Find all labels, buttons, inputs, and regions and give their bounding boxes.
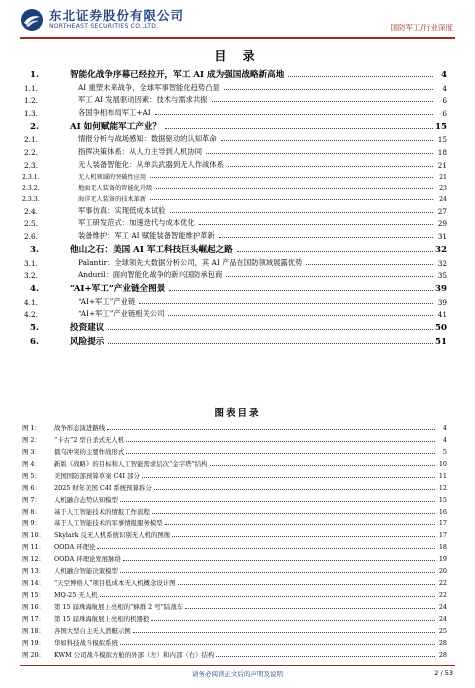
toc-entry-number: 2.5. — [24, 219, 38, 229]
footer-disclaimer: 请务必阅读正文后的声明及说明 — [192, 670, 283, 678]
figure-entry[interactable] — [22, 563, 447, 575]
toc-entry-page: 15 — [435, 121, 447, 132]
figure-entry-title: OODA 环理论发展脉络 — [54, 555, 121, 564]
figure-entry-page: 20 — [438, 567, 447, 576]
toc-entry-page: 29 — [437, 219, 447, 229]
figure-entry[interactable] — [22, 539, 447, 551]
dot-leader — [168, 315, 433, 316]
dot-leader — [165, 524, 435, 525]
toc-entry-page: 41 — [437, 310, 447, 320]
dot-leader — [226, 276, 433, 277]
figure-entry-title: OODA 环理论 — [54, 543, 96, 552]
toc-entry-title: Anduril：面向智能化战争的新兴国防承包商 — [56, 270, 224, 280]
dot-leader — [126, 453, 435, 454]
dot-leader — [178, 584, 435, 585]
figure-entry[interactable] — [22, 492, 447, 504]
figure-entry-title: “天空博格人”项目低成本无人机概念设计图 — [54, 579, 176, 588]
figure-entry-label: 图 13： — [22, 567, 45, 576]
figure-entry-title: 人机融合智能决策模型 — [54, 567, 118, 576]
figure-entry-title: KWM 公司战斗模拟方舱的外部（左）和内部（右）结构 — [54, 650, 215, 659]
toc-entry-page: 18 — [437, 147, 447, 157]
toc-heading: 目 录 — [214, 49, 261, 63]
figure-entry[interactable] — [22, 504, 447, 516]
figure-entry[interactable] — [22, 527, 447, 539]
northeast-securities-logo-icon — [20, 8, 44, 32]
toc-entry-number: 2.1. — [24, 135, 38, 145]
toc-entry[interactable] — [22, 307, 447, 320]
toc-entry-page: 24 — [439, 196, 447, 204]
figure-entry-label: 图 6： — [22, 483, 41, 492]
toc-entry-title: “AI+军工”产业链相关公司 — [56, 309, 166, 319]
figure-entry-title: 人机融合态势认知模型 — [54, 495, 118, 504]
dot-leader — [100, 596, 435, 597]
dot-leader — [210, 465, 435, 466]
dot-leader — [126, 441, 435, 442]
dot-leader — [156, 188, 433, 189]
figure-entry-label: 图 3： — [22, 447, 41, 456]
dot-leader — [169, 290, 433, 291]
toc-entry-title: 指挥决策体系：从人力主导到人机协同 — [56, 147, 204, 157]
figure-entry-page: 4 — [442, 423, 447, 432]
toc-entry-title: 军工研发范式：加速迭代与成本优化 — [56, 218, 197, 228]
toc-entry[interactable] — [22, 181, 447, 192]
dot-leader — [212, 101, 433, 102]
dot-leader — [219, 237, 433, 238]
toc-entry[interactable] — [22, 144, 447, 157]
dot-leader — [170, 212, 433, 213]
toc-entry-number: 5. — [30, 323, 39, 334]
toc-entry-page: 4 — [442, 83, 447, 93]
figure-entry[interactable] — [22, 611, 447, 623]
toc-entry-number: 2.4. — [24, 206, 38, 216]
dot-leader — [237, 251, 433, 252]
company-name-en: NORTHEAST SECURITIES CO.,LTD. — [49, 23, 159, 30]
figure-entry-label: 图 5： — [22, 471, 41, 480]
toc-entry-title: 各国争相布局军工+AI — [56, 108, 153, 118]
figure-entry-title: 基于人工智能技术的军事情报服务模型 — [54, 519, 163, 528]
figure-entry-page: 18 — [438, 543, 447, 552]
figure-entry-label: 图 20： — [22, 650, 45, 659]
dot-leader — [165, 128, 433, 129]
figure-entry-page: 24 — [438, 614, 447, 623]
toc-entry[interactable] — [22, 294, 447, 307]
toc-entry-page: 35 — [437, 271, 447, 281]
figure-entry[interactable] — [22, 444, 447, 456]
toc-entry[interactable] — [22, 241, 447, 255]
figure-index-heading: 图表目录 — [214, 408, 261, 419]
figure-entry-title: 基于人工智能技术的情报工作流程 — [54, 507, 150, 516]
toc-entry-number: 4.1. — [24, 297, 38, 307]
toc-entry-number: 2.3.3. — [22, 196, 40, 204]
figure-entry-title: 新版《战略》的目标和人工智能需求层次“金字塔”结构 — [54, 459, 208, 468]
figure-entry-title: 各国大型自主无人潜艇示例 — [54, 626, 131, 635]
dot-leader — [142, 477, 435, 478]
toc-entry-number: 1.1. — [24, 83, 38, 93]
toc-entry-title: 军工 AI 发展驱动因素：技术与需求共振 — [56, 95, 210, 105]
toc-entry-title: 情报分析与战场感知：数据驱动的认知革命 — [56, 134, 219, 144]
document-category-tag: 国防军工/行业深度 — [390, 23, 453, 32]
dot-leader — [185, 608, 435, 609]
toc-entry-number: 3. — [30, 244, 39, 255]
toc-entry-title: 无人机领域的突破性应用 — [56, 172, 148, 181]
toc-entry-number: 2.3.2. — [22, 184, 40, 192]
figure-entry[interactable] — [22, 420, 447, 432]
toc-entry-title: 军事仿真：实现低成本试验 — [56, 206, 168, 216]
page-header — [0, 0, 475, 40]
figure-entry[interactable] — [22, 432, 447, 444]
figure-entry-page: 5 — [442, 447, 447, 456]
toc-entry-title: Palantir：全球领先大数据分析公司，其 AI 产品在国防领域展露优势 — [56, 258, 304, 268]
figure-entry-page: 19 — [438, 555, 447, 564]
dot-leader — [216, 656, 435, 657]
figure-entry-page: 28 — [438, 650, 447, 659]
dot-leader — [221, 140, 433, 141]
figure-entry-label: 图 12： — [22, 555, 45, 564]
footer-divider — [20, 665, 455, 666]
toc-entry[interactable] — [22, 170, 447, 181]
toc-entry-number: 3.2. — [24, 271, 38, 281]
toc-entry-page: 21 — [439, 173, 447, 181]
figure-entry[interactable] — [22, 551, 447, 563]
dot-leader — [206, 153, 433, 154]
dot-leader — [154, 489, 435, 490]
toc-entry-page: 23 — [439, 184, 447, 192]
toc-entry-page: 21 — [437, 160, 447, 170]
dot-leader — [224, 89, 433, 90]
toc-entry-number: 2.6. — [24, 231, 38, 241]
toc-entry-page: 6 — [442, 96, 447, 106]
figure-entry-label: 图 1： — [22, 423, 41, 432]
company-name-cn: 东北证券股份有限公司 — [49, 8, 185, 23]
toc-entry-title: AI 如何赋能军工产业？ — [56, 120, 163, 132]
toc-entry[interactable] — [22, 132, 447, 145]
toc-entry-number: 1.2. — [24, 96, 38, 106]
toc-entry-number: 4. — [30, 284, 39, 295]
toc-entry-number: 2.3. — [24, 160, 38, 170]
figure-entry-label: 图 15： — [22, 591, 45, 600]
toc-entry-page: 15 — [437, 135, 447, 145]
figure-entry-title: Skylark 反无人机系统识别无人机的图像 — [54, 531, 171, 540]
figure-entry-title: 美国国防部预算草案 C4I 部分 — [54, 471, 140, 480]
toc-entry-title: “AI+军工”产业链全图景 — [56, 282, 167, 294]
figure-entry[interactable] — [22, 623, 447, 635]
figure-entry-label: 图 19： — [22, 638, 45, 647]
toc-entry-title: 海洋无人装备的技术革新 — [56, 194, 148, 203]
figure-entry[interactable] — [22, 587, 447, 599]
toc-entry-page: 27 — [437, 206, 447, 216]
toc-entry-number: 2. — [30, 121, 39, 132]
figure-entry-page: 17 — [438, 531, 447, 540]
figure-entry[interactable] — [22, 516, 447, 528]
toc-entry-number: 3.1. — [24, 258, 38, 268]
figure-entry-page: 12 — [438, 483, 447, 492]
toc-entry-page: 51 — [435, 337, 447, 348]
figure-entry[interactable] — [22, 456, 447, 468]
figure-entry-page: 15 — [438, 495, 447, 504]
figure-entry-label: 图 8： — [22, 507, 41, 516]
toc-entry-number: 2.3.1. — [22, 173, 40, 181]
figure-entry-page: 22 — [438, 579, 447, 588]
figure-entry-title: 第 15 届珠海航展上亮相的“蜂群 2 号”陆战车 — [54, 603, 184, 611]
toc-entry[interactable] — [22, 280, 447, 294]
figure-entry-title: 第 15 届珠海航展上亮相的机器狼 — [54, 614, 150, 623]
figure-entry-label: 图 2： — [22, 435, 41, 444]
toc-entry-page: 32 — [437, 258, 447, 268]
table-of-contents — [22, 66, 447, 347]
toc-entry-number: 6. — [30, 337, 39, 348]
toc-entry-title: 无人装备智能化：从单兵武器到无人作战体系 — [56, 160, 226, 170]
toc-entry-title: 他山之石：美国 AI 军工科技巨头崛起之路 — [56, 243, 235, 255]
dot-leader — [97, 548, 435, 549]
toc-entry-page: 31 — [437, 231, 447, 241]
figure-entry-title: 2025 财年美国 C4I 系统预算拆分 — [54, 483, 152, 492]
figure-entry-page: 24 — [438, 603, 447, 611]
toc-entry[interactable] — [22, 192, 447, 203]
figure-entry-label: 图 16： — [22, 603, 45, 611]
toc-entry-title: 装备维护：军工 AI 赋能装备智能维护革新 — [56, 231, 217, 241]
figure-entry[interactable] — [22, 575, 447, 587]
figure-entry-page: 25 — [438, 626, 447, 635]
toc-entry-page: 39 — [437, 297, 447, 307]
figure-entry-label: 图 11： — [22, 543, 45, 552]
toc-entry[interactable] — [22, 105, 447, 118]
header-divider — [20, 37, 455, 39]
dot-leader — [120, 644, 435, 645]
toc-entry[interactable] — [22, 228, 447, 241]
toc-entry-title: 智能化战争序幕已经拉开，军工 AI 成为强国战略新高地 — [56, 68, 286, 80]
figure-entry-label: 图 10： — [22, 531, 45, 540]
figure-entry-label: 图 14： — [22, 579, 45, 588]
toc-entry-title: “AI+军工”产业链 — [56, 297, 137, 307]
figure-entry[interactable] — [22, 468, 447, 480]
toc-entry[interactable] — [22, 319, 447, 333]
dot-leader — [155, 114, 433, 115]
toc-entry-title: 地面无人装备的智能化升级 — [56, 183, 154, 192]
figure-index — [22, 420, 447, 659]
toc-entry-page: 39 — [435, 284, 447, 295]
figure-entry-title: 俄乌冲突的主要作战形式 — [54, 447, 125, 456]
figure-entry[interactable] — [22, 480, 447, 492]
toc-entry-title: 风险提示 — [56, 335, 106, 347]
dot-leader — [152, 513, 435, 514]
figure-entry[interactable] — [22, 599, 447, 611]
figure-entry-label: 图 17： — [22, 614, 45, 623]
toc-entry-title: 投资建议 — [56, 321, 106, 333]
figure-entry-page: 10 — [438, 459, 447, 468]
toc-entry-page: 32 — [435, 244, 447, 255]
toc-entry[interactable] — [22, 203, 447, 216]
figure-entry-title: 战争形态演进路线 — [54, 423, 106, 432]
figure-entry-label: 图 9： — [22, 519, 41, 528]
toc-entry[interactable] — [22, 268, 447, 281]
figure-entry-page: 17 — [438, 519, 447, 528]
dot-leader — [172, 536, 435, 537]
toc-entry[interactable] — [22, 66, 447, 80]
toc-entry-number: 1.3. — [24, 108, 38, 118]
toc-entry[interactable] — [22, 118, 447, 132]
dot-leader — [306, 264, 433, 265]
page-number: 2 / 53 — [434, 669, 453, 677]
toc-entry-page: 50 — [435, 323, 447, 334]
dot-leader — [151, 620, 435, 621]
dot-leader — [139, 303, 433, 304]
toc-entry-number: 2.2. — [24, 147, 38, 157]
toc-entry[interactable] — [22, 157, 447, 170]
dot-leader — [107, 429, 435, 430]
figure-entry-page: 28 — [438, 638, 447, 647]
toc-entry[interactable] — [22, 255, 447, 268]
toc-entry-number: 4.2. — [24, 310, 38, 320]
toc-entry-page: 4 — [441, 70, 447, 80]
dot-leader — [120, 572, 435, 573]
figure-entry-label: 图 18： — [22, 626, 45, 635]
figure-entry-label: 图 7： — [22, 495, 41, 504]
toc-entry[interactable] — [22, 333, 447, 347]
dot-leader — [123, 560, 435, 561]
figure-entry[interactable] — [22, 635, 447, 647]
figure-entry-label: 图 4： — [22, 459, 41, 468]
toc-entry-title: AI 重塑未来战争，全球军事智能化趋势凸显 — [56, 83, 222, 93]
dot-leader — [120, 501, 435, 502]
dot-leader — [108, 343, 433, 344]
dot-leader — [228, 166, 433, 167]
toc-entry-page: 6 — [442, 108, 447, 118]
dot-leader — [199, 224, 433, 225]
dot-leader — [133, 632, 435, 633]
toc-entry[interactable] — [22, 80, 447, 93]
dot-leader — [150, 177, 433, 178]
figure-entry[interactable] — [22, 647, 447, 659]
toc-entry-number: 1. — [30, 70, 39, 80]
figure-entry-page: 22 — [438, 591, 447, 600]
toc-entry[interactable] — [22, 93, 447, 106]
figure-entry-title: “卡古”2 型自杀式无人机 — [54, 435, 125, 444]
figure-entry-title: 华如科技战斗模拟系统 — [54, 638, 118, 647]
company-logo — [20, 8, 184, 32]
toc-entry[interactable] — [22, 216, 447, 229]
dot-leader — [150, 199, 433, 200]
figure-entry-page: 11 — [438, 471, 447, 480]
figure-entry-page: 4 — [442, 435, 447, 444]
dot-leader — [288, 76, 433, 77]
figure-entry-title: MQ-25 无人机 — [54, 591, 98, 600]
dot-leader — [108, 329, 433, 330]
figure-entry-page: 16 — [438, 507, 447, 516]
